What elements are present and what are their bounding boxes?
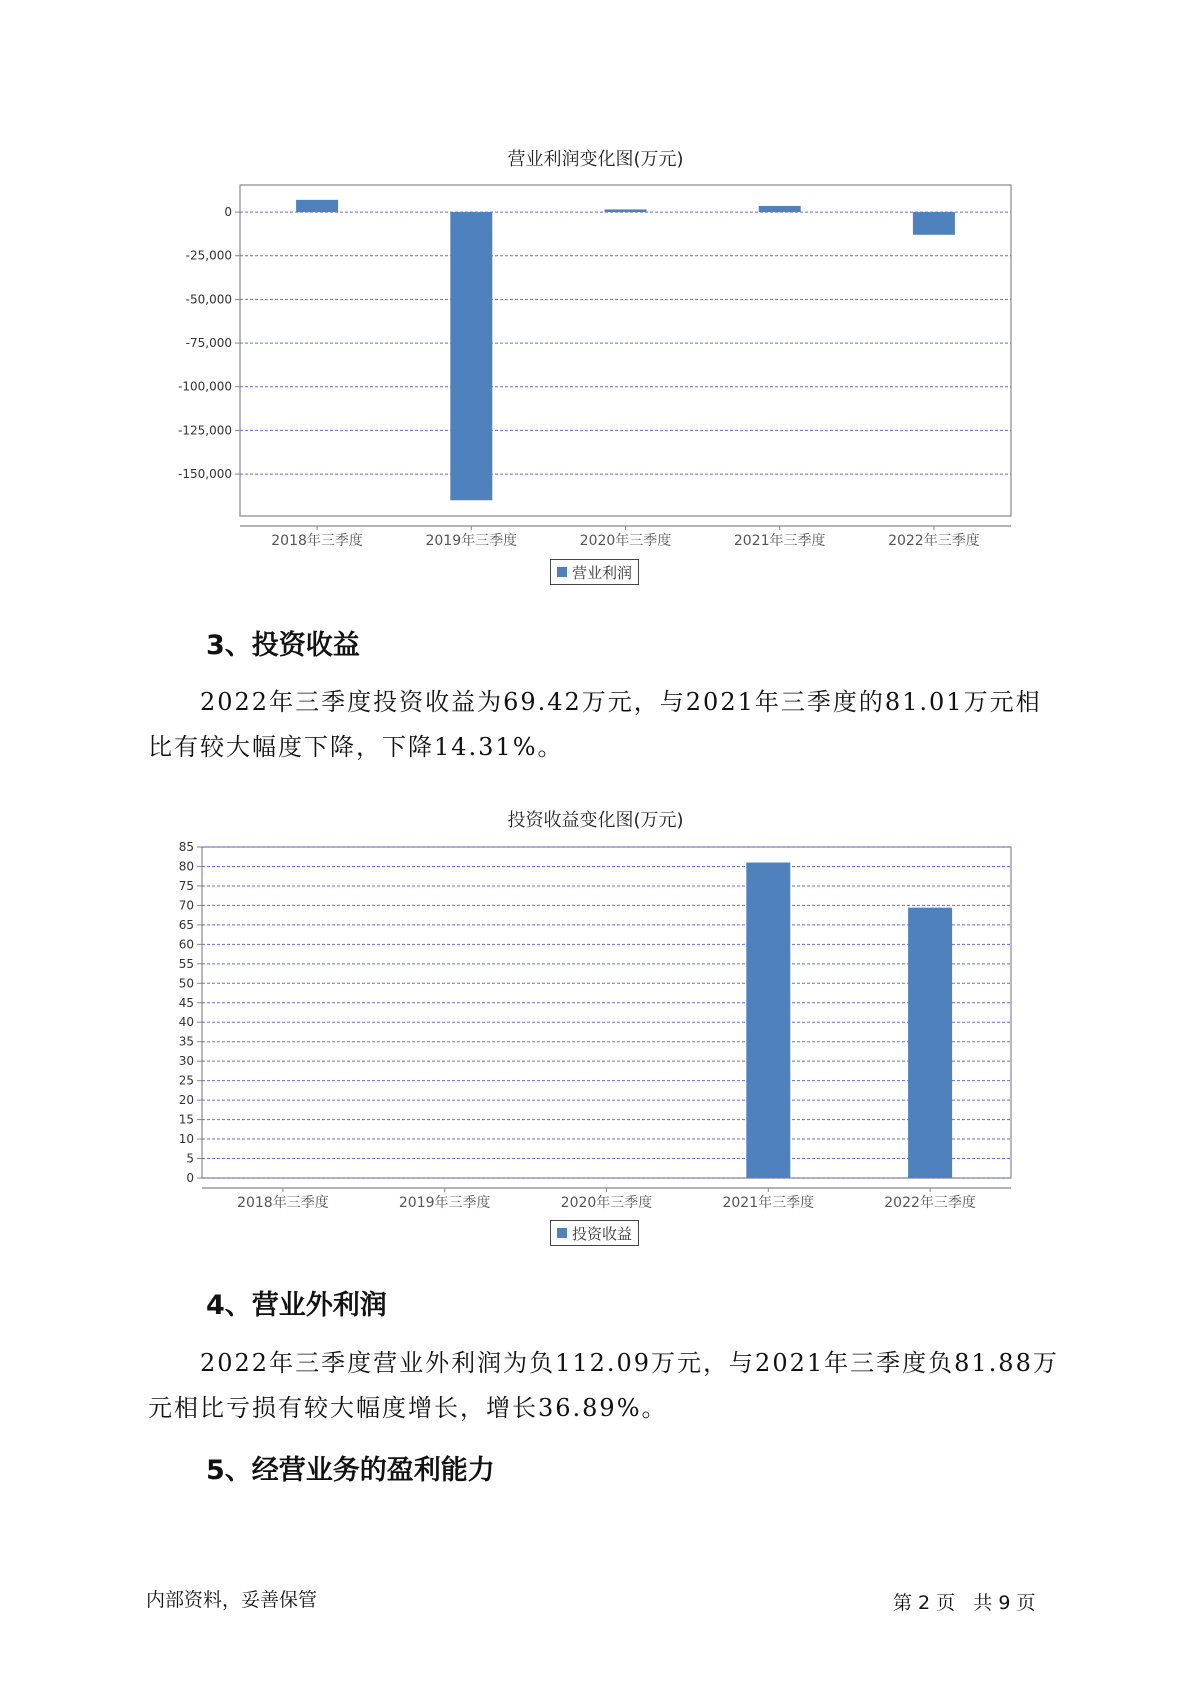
y-tick-label: 20 <box>178 1093 194 1108</box>
y-tick-label: -150,000 <box>178 467 232 482</box>
footer-confidential-note: 内部资料，妥善保管 <box>146 1589 318 1611</box>
y-tick-label: 0 <box>224 205 232 220</box>
y-tick-label: 5 <box>186 1151 194 1166</box>
y-tick-label: 55 <box>178 956 194 971</box>
plot-area <box>202 847 1011 1178</box>
section-3-heading: 3、投资收益 <box>206 630 360 661</box>
y-tick-label: 85 <box>178 840 194 854</box>
y-tick-label: 80 <box>178 859 194 874</box>
x-tick-label: 2021年三季度 <box>722 1195 815 1211</box>
y-tick-label: 10 <box>178 1132 194 1147</box>
section-4-line-1: 2022年三季度营业外利润为负112.09万元，与2021年三季度负81.88万 <box>200 1349 1059 1377</box>
chart2-legend <box>550 1220 639 1246</box>
y-tick-label: -75,000 <box>185 336 232 351</box>
x-tick-label: 2019年三季度 <box>425 533 518 549</box>
y-tick-label: -125,000 <box>178 423 232 438</box>
y-tick-label: 75 <box>178 878 194 893</box>
x-tick-label: 2018年三季度 <box>237 1195 329 1211</box>
section-4-paragraph <box>148 1341 1059 1431</box>
chart2-legend-label: 投资收益 <box>572 1224 633 1243</box>
y-tick-label: 30 <box>178 1054 194 1069</box>
section-4-line-2: 元相比亏损有较大幅度增长，增长36.89%。 <box>148 1394 668 1422</box>
y-tick-label: 70 <box>178 898 194 913</box>
section-3-line-1: 2022年三季度投资收益为69.42万元，与2021年三季度的81.01万元相 <box>200 688 1042 716</box>
x-tick-label: 2018年三季度 <box>271 533 363 549</box>
chart2-title: 投资收益变化图(万元) <box>507 810 684 831</box>
x-tick-label: 2021年三季度 <box>733 533 826 549</box>
y-tick-label: 25 <box>178 1073 194 1088</box>
legend-swatch <box>557 1228 567 1238</box>
y-tick-label: -25,000 <box>185 248 232 263</box>
y-tick-label: -100,000 <box>178 379 232 394</box>
section-5-heading: 5、经营业务的盈利能力 <box>206 1455 495 1486</box>
bar-2021年三季度 <box>746 863 790 1178</box>
chart1-legend-label: 营业利润 <box>572 563 633 582</box>
x-tick-label: 2022年三季度 <box>888 533 980 549</box>
y-tick-label: 50 <box>178 976 194 991</box>
bar-2022年三季度 <box>908 908 952 1178</box>
x-tick-label: 2020年三季度 <box>560 1195 653 1211</box>
y-tick-label: 0 <box>186 1171 194 1185</box>
section-4-heading: 4、营业外利润 <box>206 1290 387 1321</box>
x-tick-label: 2020年三季度 <box>579 533 672 549</box>
section-3-line-2: 比有较大幅度下降，下降14.31%。 <box>148 733 564 761</box>
y-tick-label: 40 <box>178 1015 194 1030</box>
y-tick-label: 60 <box>178 937 194 952</box>
chart1-title: 营业利润变化图(万元) <box>507 149 684 170</box>
y-tick-label: 65 <box>178 917 194 932</box>
y-tick-label: 45 <box>178 995 194 1010</box>
x-tick-label: 2022年三季度 <box>884 1195 976 1211</box>
x-tick-label: 2019年三季度 <box>398 1195 491 1211</box>
footer-page-number: 第 2 页 共 9 页 <box>893 1592 1036 1614</box>
y-tick-label: 35 <box>178 1034 194 1049</box>
y-tick-label: 15 <box>178 1112 194 1127</box>
y-tick-label: -50,000 <box>185 292 232 307</box>
